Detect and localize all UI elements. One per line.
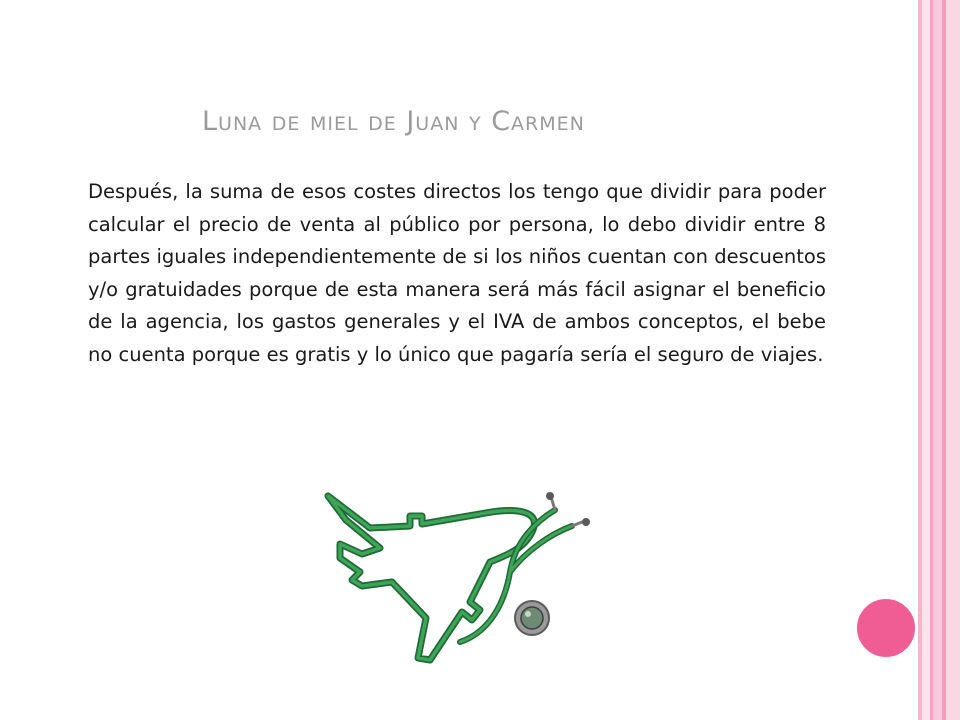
right-border-stripe	[946, 0, 960, 720]
right-border-stripe	[933, 0, 942, 720]
accent-circle	[856, 598, 916, 658]
right-border-stripe	[922, 0, 930, 720]
airplane-stethoscope-icon	[310, 482, 610, 682]
slide-body-text: Después, la suma de esos costes directos los tengo que dividir para poder calcular el precio de venta al público por persona, lo debo dividir entre 8 partes iguales independientemente de si los niños cuentan con descuentos y/o gratuidades porque de esta manera será más fácil asignar el beneficio de la agencia, los gastos generales y el IVA de ambos conceptos, el bebe no cuenta porque es gratis y lo único que pagaría sería el seguro de viajes.	[88, 180, 826, 366]
slide-title: Luna de miel de Juan y Carmen	[202, 106, 585, 137]
